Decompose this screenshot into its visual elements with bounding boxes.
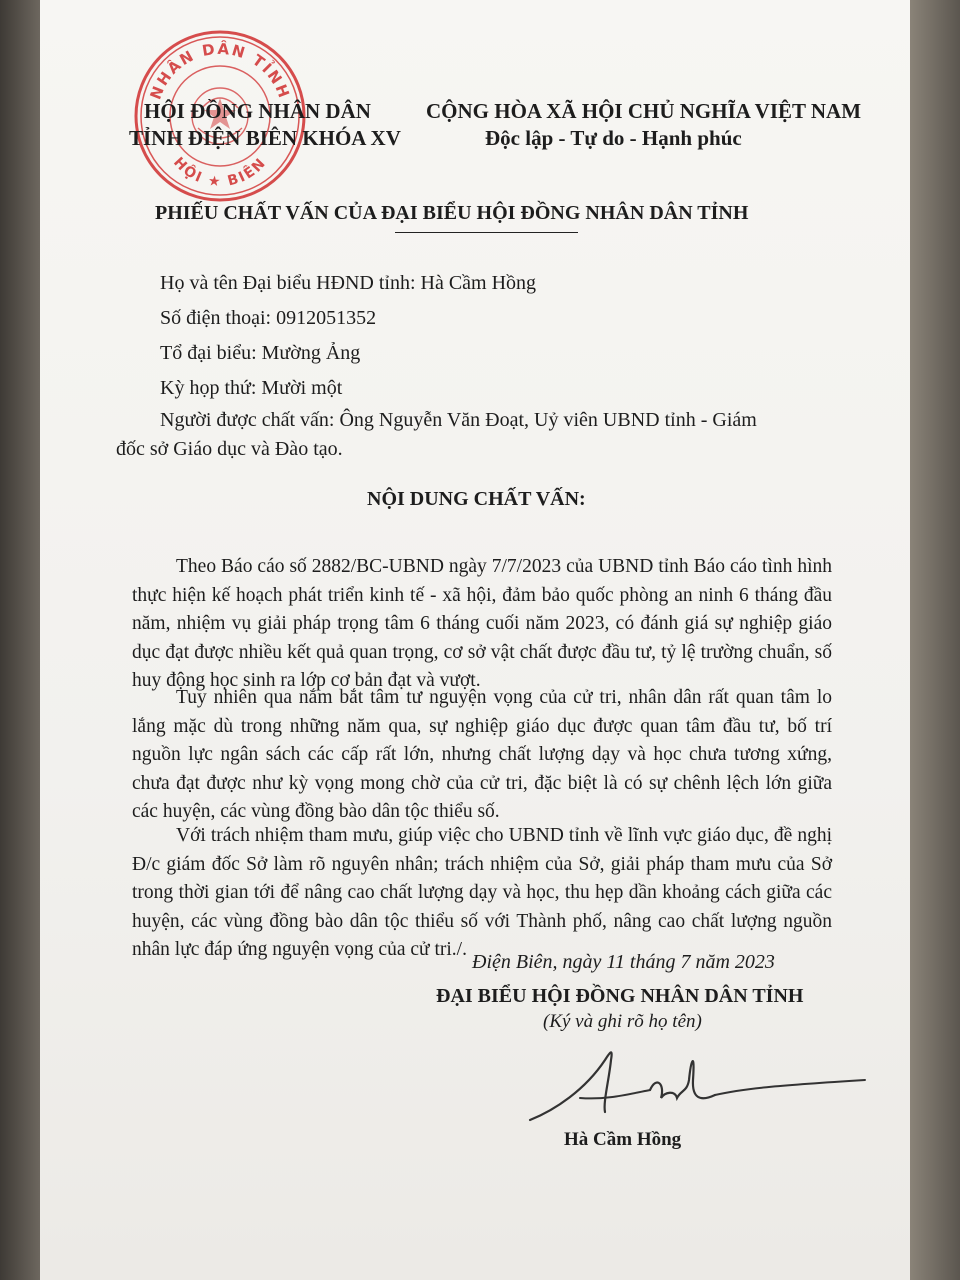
seal-bottom-text: HỘI ★ BIÊN xyxy=(170,154,270,191)
question-paragraph-2: Tuy nhiên qua nắm bắt tâm tư nguyện vọng của cử tri, nhân dân rất quan tâm lo lắng mặc dù trong những năm qua, sự nghiệp giáo dục được quan tâm đầu tư, bố trí nguồn lực ngân sách các cấp rất lớn, nhưng chất lượng dạy và học chưa tương xứng, chưa đạt được như kỳ vọng mong chờ của cử tri, đặc biệt là có sự chênh lệch lớn giữa các huyện, các vùng đồng bào dân tộc thiểu số. xyxy=(132,687,832,822)
page-title: PHIẾU CHẤT VẤN CỦA ĐẠI BIỂU HỘI ĐỒNG NHÂN DÂN TỈNH xyxy=(155,202,749,224)
respondent-field-line1: Người được chất vấn: Ông Nguyễn Văn Đoạt, Uỷ viên UBND tỉnh - Giám xyxy=(160,409,757,431)
phone-field: Số điện thoại: 0912051352 xyxy=(160,307,377,329)
question-paragraph-1: Theo Báo cáo số 2882/BC-UBND ngày 7/7/2023 của UBND tỉnh Báo cáo tình hình thực hiện kế hoạch phát triển kinh tế - xã hội, đảm bảo quốc phòng an ninh 6 tháng đầu năm, nhiệm vụ giải pháp trọng tâm 6 tháng cuối năm 2023, có đánh giá sự nghiệp giáo dục đạt được nhiều kết quả quan trọng, cơ sở vật chất được đầu tư, tỷ lệ trường chuẩn, số huy động học sinh ra lớp cơ bản đạt và vượt. xyxy=(132,556,832,691)
svg-text:HỘI ★ BIÊN xyxy=(170,154,270,190)
delegate-group-field: Tổ đại biểu: Mường Ảng xyxy=(160,342,361,364)
national-title: CỘNG HÒA XÃ HỘI CHỦ NGHĨA VIỆT NAM xyxy=(426,99,862,123)
signature-instruction: (Ký và ghi rõ họ tên) xyxy=(543,1011,702,1032)
signer-name: Hà Cầm Hồng xyxy=(564,1129,682,1150)
agency-name-line1: HỘI ĐỒNG NHÂN DÂN xyxy=(144,99,371,123)
table-surface-left xyxy=(0,0,40,1280)
date-line: Điện Biên, ngày 11 tháng 7 năm 2023 xyxy=(472,951,775,973)
agency-name-line2: TỈNH ĐIỆN BIÊN KHÓA XV xyxy=(129,126,401,150)
respondent-field-line2: đốc sở Giáo dục và Đào tạo. xyxy=(116,438,343,460)
title-underline xyxy=(395,232,578,233)
section-title: NỘI DUNG CHẤT VẤN: xyxy=(367,488,586,510)
seal-top-text: NHÂN DÂN TỈNH xyxy=(146,39,294,102)
table-surface-right xyxy=(910,0,960,1280)
national-motto: Độc lập - Tự do - Hạnh phúc xyxy=(485,126,742,150)
session-field: Kỳ họp thứ: Mười một xyxy=(160,377,343,399)
delegate-name-field: Họ và tên Đại biểu HĐND tỉnh: Hà Cầm Hồng xyxy=(160,272,537,294)
delegate-role: ĐẠI BIỂU HỘI ĐỒNG NHÂN DÂN TỈNH xyxy=(436,985,804,1007)
document-page xyxy=(40,0,910,1280)
handwritten-signature-icon xyxy=(525,1040,875,1140)
question-paragraph-3: Với trách nhiệm tham mưu, giúp việc cho UBND tỉnh về lĩnh vực giáo dục, đề nghị Đ/c giám đốc Sở làm rõ nguyên nhân; trách nhiệm của Sở, giải pháp tham mưu của Sở trong thời gian tới để nâng cao chất lượng dạy và học, thu hẹp dần khoảng cách giữa các huyện, các vùng đồng bào dân tộc thiểu số với Thành phố, nâng cao chất lượng nguồn nhân lực đáp ứng nguyện vọng của cử tri./. xyxy=(132,825,832,960)
